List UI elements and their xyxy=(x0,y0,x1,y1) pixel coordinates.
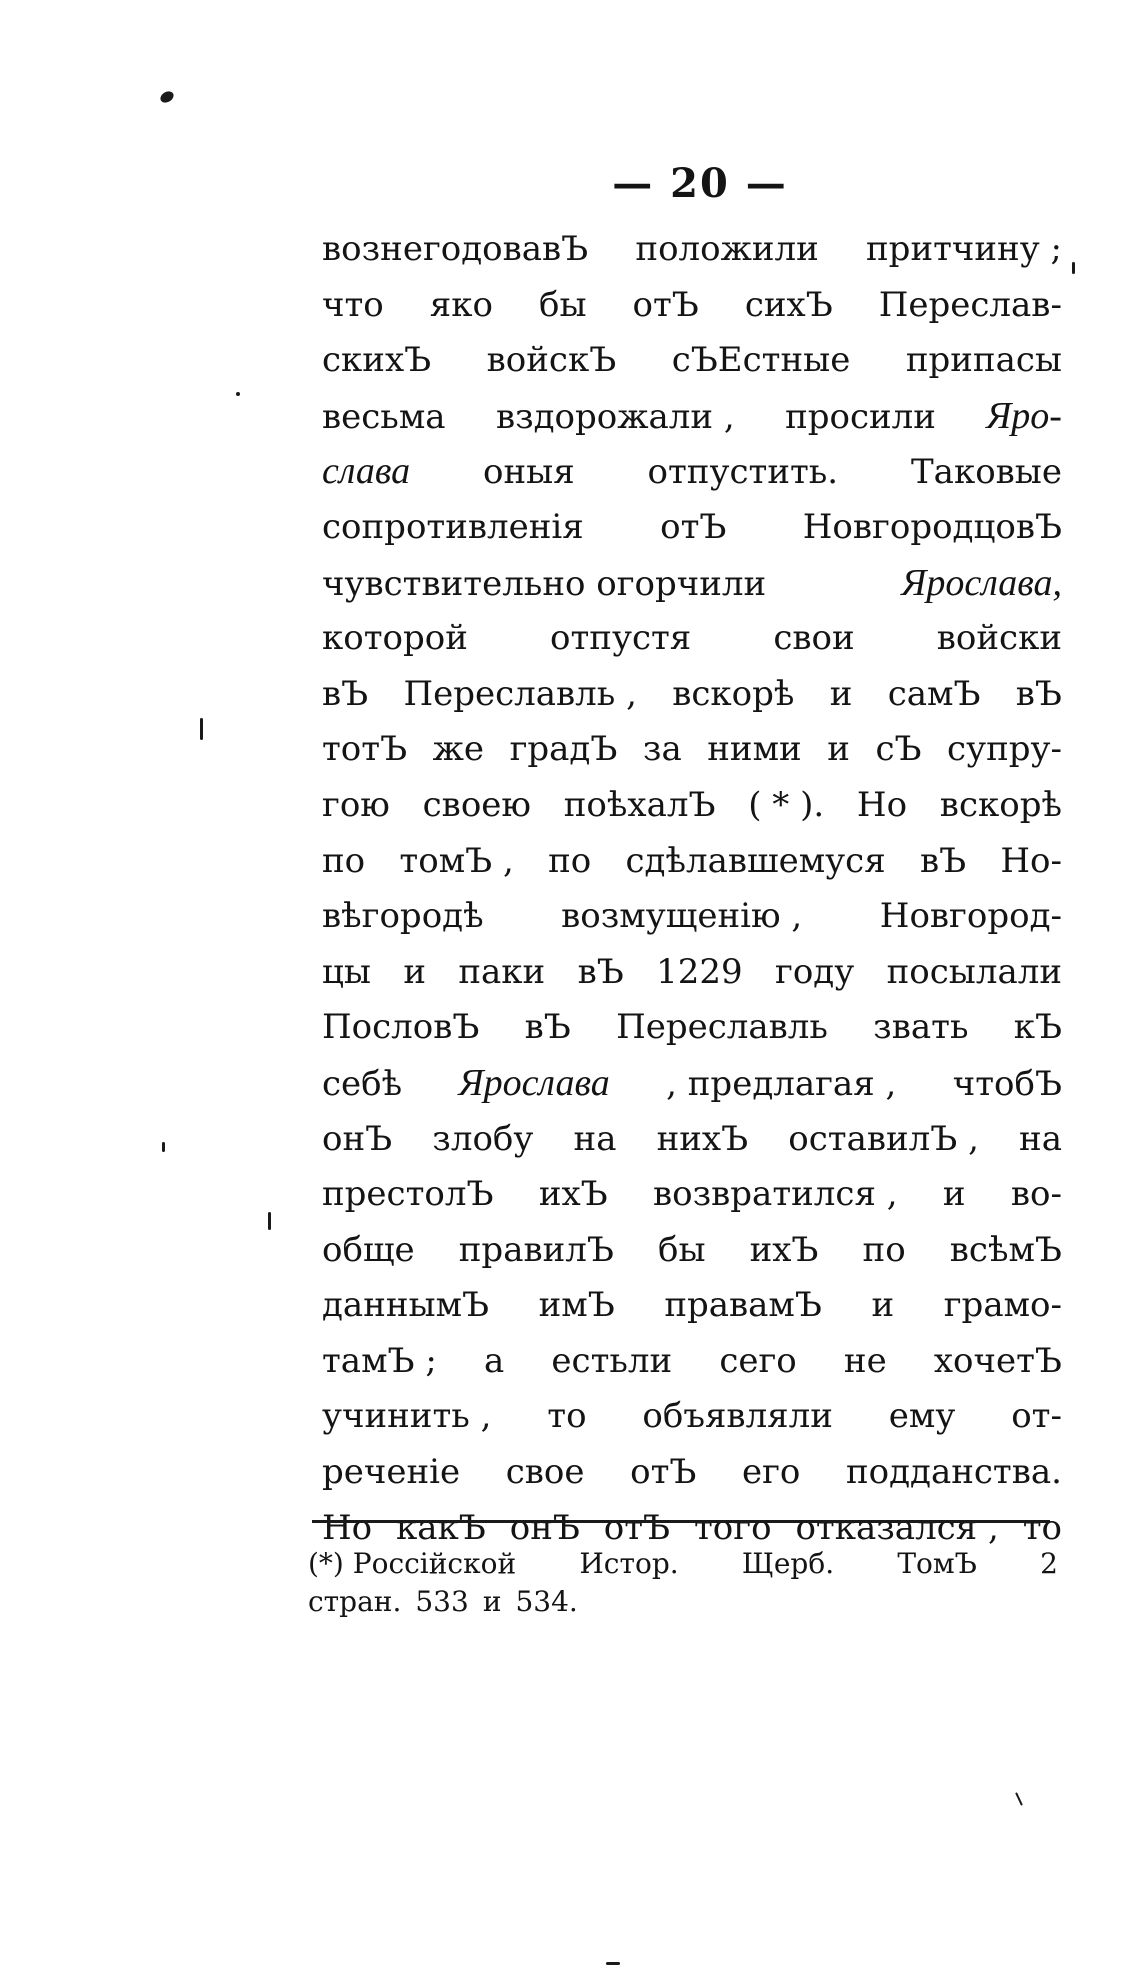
text-line xyxy=(322,722,1062,778)
text-word: за xyxy=(642,729,682,770)
footnote-word: Щерб. xyxy=(741,1547,835,1580)
text-word: на xyxy=(573,1118,617,1159)
scan-speck xyxy=(1072,262,1075,274)
text-word: кЪ xyxy=(1013,1007,1062,1048)
footnote-word: 2 xyxy=(1040,1547,1058,1580)
text-line xyxy=(322,1112,1062,1168)
text-word: а xyxy=(483,1340,505,1381)
text-word: правилЪ xyxy=(458,1229,614,1270)
text-word: по xyxy=(322,840,366,881)
text-word: вЪ xyxy=(577,951,624,992)
text-word: тамЪ ; xyxy=(322,1340,437,1381)
text-word: оныя xyxy=(483,452,575,493)
text-word: Перeслав- xyxy=(878,284,1062,325)
body-text xyxy=(322,222,1062,1556)
text-word: поѣхалЪ xyxy=(563,784,716,825)
text-word: грамо- xyxy=(943,1285,1062,1326)
text-word: и xyxy=(827,729,850,770)
text-line xyxy=(322,1278,1062,1334)
text-line xyxy=(322,1167,1062,1223)
text-word: вЪ xyxy=(919,840,967,881)
text-word: реченіе xyxy=(322,1452,461,1493)
scan-speck xyxy=(268,1212,271,1230)
text-word: сопротивленія xyxy=(322,506,584,547)
text-word: 1229 xyxy=(656,951,743,992)
text-word: по xyxy=(548,840,592,881)
text-word-italic: Ярослава xyxy=(458,1061,610,1104)
text-word: припасы xyxy=(905,340,1062,381)
text-word: отказался , xyxy=(795,1507,999,1548)
text-line xyxy=(322,556,1062,612)
text-word: которой xyxy=(322,618,468,659)
text-word: от- xyxy=(1011,1396,1062,1437)
text-word: и xyxy=(871,1285,895,1326)
text-word: сего xyxy=(719,1340,797,1381)
text-word: же xyxy=(432,729,485,770)
text-word: обще xyxy=(322,1229,415,1270)
footnote-word: ТомЪ xyxy=(897,1547,977,1580)
text-word: Таковые xyxy=(911,452,1062,493)
text-word: его xyxy=(741,1452,801,1493)
text-word: вздорожали , xyxy=(495,396,735,437)
text-word: имЪ xyxy=(538,1285,615,1326)
text-word-italic: слава xyxy=(322,450,411,493)
text-word: Но xyxy=(322,1507,373,1548)
text-word: ихЪ xyxy=(538,1174,608,1215)
text-word: Но- xyxy=(1000,840,1062,881)
text-word: злобу xyxy=(432,1118,534,1159)
text-word: чувствительно огорчили xyxy=(322,563,767,604)
text-word: на xyxy=(1019,1118,1062,1159)
text-word: Новгород- xyxy=(879,896,1062,937)
text-line xyxy=(322,1000,1062,1056)
text-word: , предлагая , xyxy=(666,1063,897,1104)
scan-speck xyxy=(606,1962,620,1965)
footnote-word: (*) Россійской xyxy=(308,1547,517,1580)
footnote-line-2 xyxy=(308,1583,1058,1621)
text-word: онЪ xyxy=(322,1118,393,1159)
text-word: просили xyxy=(785,396,936,437)
text-word: томЪ , xyxy=(399,840,514,881)
text-word: паки xyxy=(458,951,546,992)
text-word: вознегодовавЪ xyxy=(322,229,589,269)
text-word: нихЪ xyxy=(656,1118,749,1159)
text-word: по xyxy=(862,1229,906,1270)
text-word: скихЪ xyxy=(322,340,432,381)
page-number: — 20 — xyxy=(612,160,788,207)
text-word: сихЪ xyxy=(744,284,833,325)
text-line xyxy=(322,1223,1062,1279)
text-word: возмущенію , xyxy=(561,896,803,937)
text-word: не xyxy=(843,1340,887,1381)
text-word: ПословЪ xyxy=(322,1007,480,1048)
text-word-italic: Яро- xyxy=(986,394,1062,437)
text-word: вскорѣ xyxy=(672,673,795,714)
text-word: вскорѣ xyxy=(939,784,1062,825)
text-word: правамЪ xyxy=(664,1285,822,1326)
text-word: и xyxy=(942,1174,966,1215)
text-word: яко xyxy=(429,284,493,325)
scan-speck xyxy=(1015,1792,1023,1806)
text-word: бы xyxy=(657,1229,706,1270)
text-line xyxy=(322,611,1062,667)
text-word: Переславль , xyxy=(403,673,637,714)
text-word: цы xyxy=(322,951,371,992)
text-word: притчину ; xyxy=(866,229,1062,269)
text-line xyxy=(322,222,1062,278)
text-word: ними xyxy=(707,729,802,770)
text-word: войскЪ xyxy=(486,340,617,381)
text-word: положили xyxy=(635,229,819,269)
text-word: году xyxy=(775,951,855,992)
text-word: посылали xyxy=(886,951,1062,992)
text-word: хочетЪ xyxy=(933,1340,1062,1381)
text-word: престолЪ xyxy=(322,1174,494,1215)
text-line xyxy=(322,667,1062,723)
scan-speck xyxy=(162,1142,165,1152)
text-line xyxy=(322,834,1062,890)
text-word: отЪ xyxy=(630,1452,697,1493)
text-line xyxy=(322,889,1062,945)
text-word: вЪ xyxy=(322,673,369,714)
text-word: градЪ xyxy=(509,729,618,770)
footnote-rule xyxy=(312,1520,1050,1523)
text-word: учинить , xyxy=(322,1396,492,1437)
text-word: то xyxy=(1022,1507,1062,1548)
text-word: и xyxy=(403,951,426,992)
text-word: отЪ xyxy=(660,506,727,547)
text-line xyxy=(322,945,1062,1001)
text-word: свои xyxy=(773,618,855,659)
text-word: отЪ xyxy=(603,1507,671,1548)
text-word: то xyxy=(547,1396,587,1437)
text-word: того xyxy=(693,1507,772,1548)
footnote xyxy=(308,1545,1058,1621)
text-word: тотЪ xyxy=(322,729,408,770)
text-word: ( * ). xyxy=(748,784,825,825)
text-line xyxy=(322,333,1062,389)
text-word: вЪ xyxy=(524,1007,571,1048)
text-word: Но xyxy=(856,784,908,825)
footnote-word: 534. xyxy=(515,1585,578,1618)
text-word: войски xyxy=(936,618,1062,659)
footnote-word: и xyxy=(482,1585,502,1618)
text-word: НовгородцовЪ xyxy=(802,506,1062,547)
text-word: во- xyxy=(1010,1174,1062,1215)
scan-speck xyxy=(200,718,203,740)
text-word: возвратился , xyxy=(653,1174,898,1215)
text-word-italic: Ярослава, xyxy=(901,561,1062,604)
text-word: объявляли xyxy=(642,1396,833,1437)
footnote-word: Истор. xyxy=(579,1547,679,1580)
text-word: сЪЕстные xyxy=(671,340,851,381)
footnote-word: стран. xyxy=(308,1585,402,1618)
text-word: бы xyxy=(538,284,587,325)
text-line xyxy=(322,389,1062,445)
text-line xyxy=(322,278,1062,334)
text-word: отЪ xyxy=(632,284,699,325)
text-word: какЪ xyxy=(396,1507,486,1548)
text-word: оставилЪ , xyxy=(788,1118,979,1159)
footnote-word: 533 xyxy=(415,1585,469,1618)
text-line xyxy=(322,1334,1062,1390)
text-line xyxy=(322,500,1062,556)
text-word: всѣмЪ xyxy=(949,1229,1062,1270)
text-line xyxy=(322,444,1062,500)
text-word: самЪ xyxy=(887,673,981,714)
text-line xyxy=(322,1389,1062,1445)
text-word: сЪ xyxy=(875,729,922,770)
text-word: весьма xyxy=(322,396,446,437)
text-word: вЪ xyxy=(1015,673,1062,714)
scan-speck xyxy=(236,392,240,396)
text-line xyxy=(322,1056,1062,1112)
text-word: подданства. xyxy=(845,1452,1062,1493)
scan-speck xyxy=(158,89,175,105)
text-word: Переславль xyxy=(616,1007,828,1048)
text-word: своею xyxy=(422,784,532,825)
text-word: ему xyxy=(888,1396,956,1437)
text-word: свое xyxy=(505,1452,585,1493)
text-word: даннымЪ xyxy=(322,1285,490,1326)
text-word: себѣ xyxy=(322,1063,403,1104)
text-word: естьли xyxy=(551,1340,673,1381)
text-word: и xyxy=(829,673,853,714)
text-line xyxy=(322,778,1062,834)
text-word: вѣгородѣ xyxy=(322,896,484,937)
text-word: гою xyxy=(322,784,390,825)
text-word: сдѣлавшемуся xyxy=(625,840,886,881)
text-word: ихЪ xyxy=(749,1229,819,1270)
text-word: онЪ xyxy=(509,1507,580,1548)
text-word: звать xyxy=(873,1007,969,1048)
footnote-line-1 xyxy=(308,1545,1058,1583)
text-word: супру- xyxy=(947,729,1062,770)
text-word: чтобЪ xyxy=(952,1063,1062,1104)
text-word: отпустя xyxy=(550,618,692,659)
text-word: что xyxy=(322,284,384,325)
text-word: отпустить. xyxy=(647,452,839,493)
text-line xyxy=(322,1445,1062,1501)
